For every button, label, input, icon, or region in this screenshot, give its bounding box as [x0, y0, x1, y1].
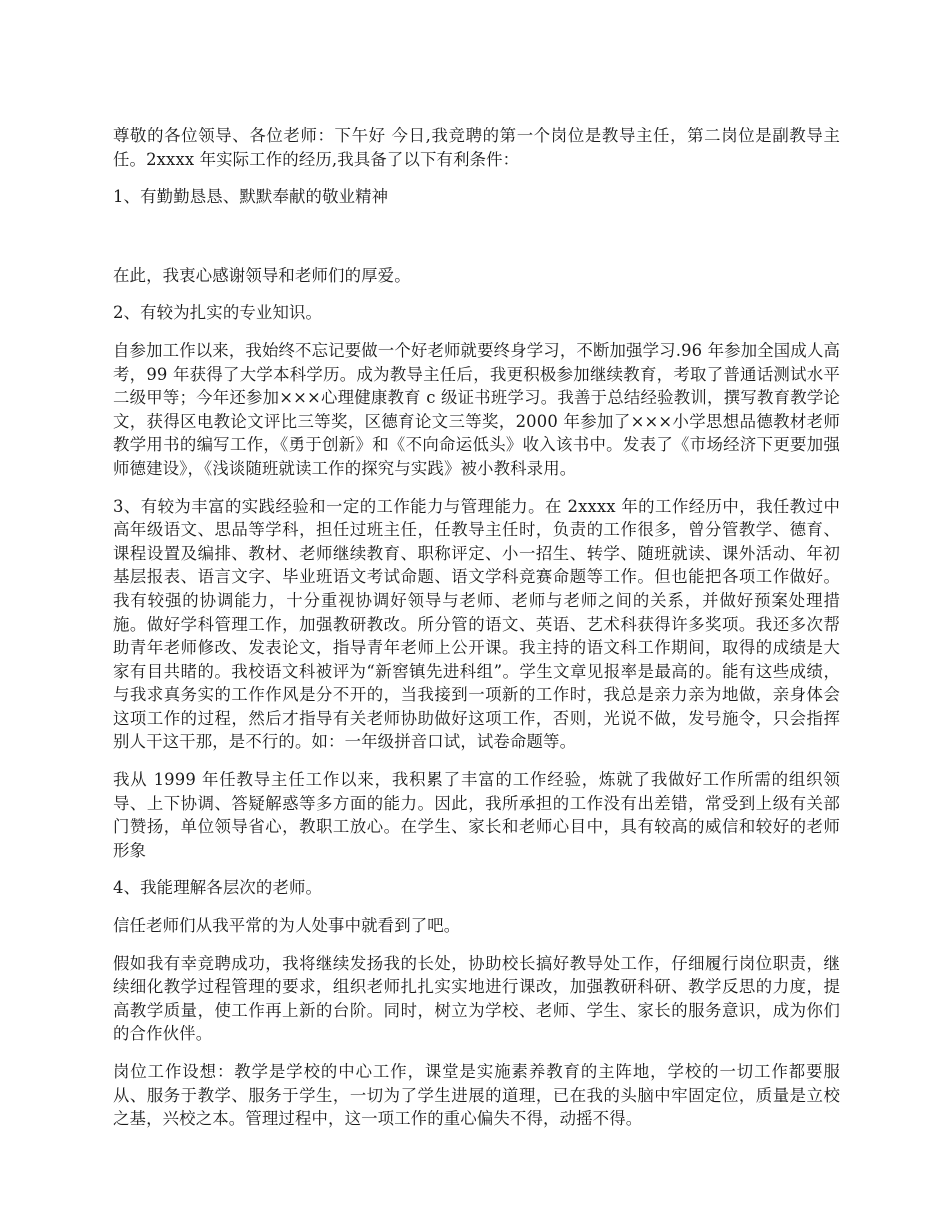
thanks-paragraph: 在此，我衷心感谢领导和老师们的厚爱。 — [113, 265, 411, 285]
experience-paragraph: 我从 1999 年任教导主任工作以来，我积累了丰富的工作经验，炼就了我做好工作所需的组织领导、上下协调、答疑解惑等多方面的能力。因此，我所承担的工作没有出差错，常受到上级有关部门赞扬，单位领导省心，教职工放心。在学生、家长和老师心目中，具有较高的威信和较好的老师形象 — [113, 770, 840, 860]
point-1-heading: 1、有勤勤恳恳、默默奉献的敬业精神 — [113, 187, 389, 207]
greeting-paragraph: 尊敬的各位领导、各位老师：下午好 今日,我竞聘的第一个岗位是教导主任，第二岗位是副教导主任。2xxxx 年实际工作的经历,我具备了以下有利条件： — [113, 126, 840, 169]
point-4-heading: 4、我能理解各层次的老师。 — [113, 878, 323, 898]
trust-paragraph: 信任老师们从我平常的为人处事中就看到了吧。 — [113, 916, 461, 936]
point-3-paragraph: 3、有较为丰富的实践经验和一定的工作能力与管理能力。在 2xxxx 年的工作经历中，我任教过中高年级语文、思品等学科，担任过班主任，任教导主任时，负责的工作很多，曾分管教学、德育、课程设置及编排、教材、老师继续教育、职称评定、小一招生、转学、随班就读、课外活动、年初基层报表、语言文字、毕业班语文考试命题、语文学科竞赛命题等工作。但也能把各项工作做好。我有较强的协调能力，十分重视协调好领导与老师、老师与老师之间的关系，并做好预案处理措施。做好学科管理工作，加强教研教改。所分管的语文、英语、艺术科获得许多奖项。我还多次帮助青年老师修改、发表论文，指导青年老师上公开课。我主持的语文科工作期间，取得的成绩是大家有目共睹的。我校语文科被评为“新窖镇先进科组”。学生文章见报率是最高的。能有这些成绩，与我求真务实的工作作风是分不开的，当我接到一项新的工作时，我总是亲力亲为地做，亲身体会这项工作的过程，然后才指导有关老师协助做好这项工作，否则，光说不做，发号施令，只会指挥别人干这干那，是不行的。如：一年级拼音口试，试卷命题等。 — [113, 496, 840, 752]
document-body — [113, 124, 840, 1145]
vision-paragraph: 岗位工作设想：教学是学校的中心工作，课堂是实施素养教育的主阵地，学校的一切工作都要服从、服务于教学、服务于学生，一切为了学生进展的道理，已在我的头脑中牢固定位，质量是立校之基，兴校之本。管理过程中，这一项工作的重心偏失不得，动摇不得。 — [113, 1062, 840, 1129]
point-2-heading: 2、有较为扎实的专业知识。 — [113, 303, 323, 323]
plan-paragraph: 假如我有幸竞聘成功，我将继续发扬我的长处，协助校长搞好教导处工作，仔细履行岗位职责，继续细化教学过程管理的要求，组织老师扎扎实实地进行课改，加强教研科研、教学反思的力度，提高教学质量，使工作再上新的台阶。同时，树立为学校、老师、学生、家长的服务意识，成为你们的合作伙伴。 — [113, 953, 840, 1044]
study-paragraph: 自参加工作以来，我始终不忘记要做一个好老师就要终身学习，不断加强学习.96 年参加全国成人高考，99 年获得了大学本科学历。成为教导主任后，我更积极参加继续教育，考取了普通话测试水平二级甲等；今年还参加×××心理健康教育 c 级证书班学习。我善于总结经验教训，撰写教育教学论文，获得区电教论文评比三等奖，区德育论文三等奖，2000 年参加了×××小学思想品德教材老师教学用书的编写工作，《勇于创新》和《不向命运低头》收入该书中。发表了《市场经济下更要加强师德建设》，《浅谈随班就读工作的探究与实践》被小教科录用。 — [113, 340, 840, 478]
